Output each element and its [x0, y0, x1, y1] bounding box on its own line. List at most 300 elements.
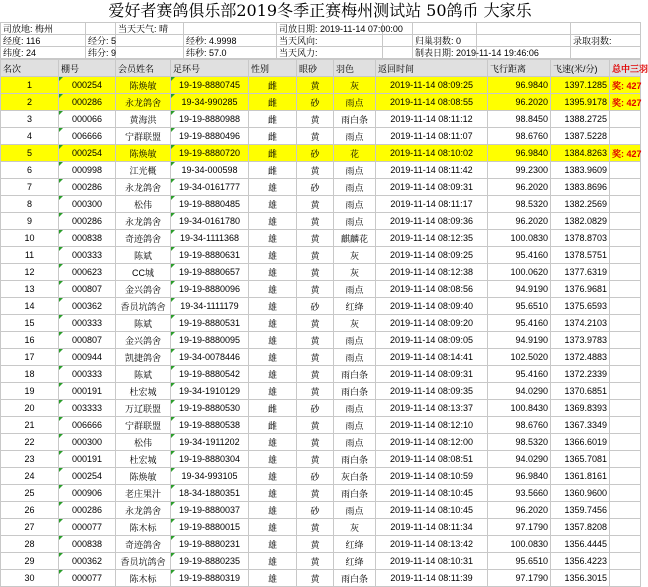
table-cell: 5	[1, 145, 59, 162]
table-cell: 宁群联盟	[116, 128, 171, 145]
table-cell: 雨点	[334, 196, 376, 213]
table-cell: 雄	[249, 264, 297, 281]
table-cell: 灰	[334, 519, 376, 536]
table-cell	[610, 400, 641, 417]
info-cell: 司放日期: 2019-11-14 07:00:00	[277, 23, 383, 35]
table-cell: 19-34-1910129	[171, 383, 249, 400]
table-row	[1, 451, 641, 468]
info-cell: 经分: 5	[86, 35, 116, 47]
table-cell: 2019-11-14 08:12:38	[376, 264, 488, 281]
table-cell: 凯捷鸽舍	[116, 349, 171, 366]
table-cell: 000286	[59, 179, 116, 196]
table-row	[1, 281, 641, 298]
table-cell: 19-19-8880538	[171, 417, 249, 434]
table-cell: 黄	[297, 281, 334, 298]
info-cell: 经度: 116	[1, 35, 86, 47]
table-cell: 000333	[59, 366, 116, 383]
table-cell: 20	[1, 400, 59, 417]
table-cell: 雄	[249, 485, 297, 502]
table-cell: 2019-11-14 08:09:35	[376, 383, 488, 400]
table-row	[1, 196, 641, 213]
table-cell: 19-34-000598	[171, 162, 249, 179]
table-cell: 19-19-8880720	[171, 145, 249, 162]
table-row	[1, 536, 641, 553]
column-header: 返回时间	[376, 60, 488, 77]
table-row	[1, 417, 641, 434]
table-cell: 4	[1, 128, 59, 145]
table-cell: 94.0290	[488, 383, 551, 400]
table-cell: 黄	[297, 349, 334, 366]
table-row	[1, 366, 641, 383]
table-cell: 1384.8263	[551, 145, 610, 162]
table-cell: 19-19-8880037	[171, 502, 249, 519]
table-cell: 18-34-1880351	[171, 485, 249, 502]
table-cell: 19-19-8880096	[171, 281, 249, 298]
column-header: 足环号	[171, 60, 249, 77]
table-cell: 雄	[249, 366, 297, 383]
table-cell: 2019-11-14 08:10:45	[376, 502, 488, 519]
table-cell: 30	[1, 570, 59, 587]
table-cell: 19-19-8880631	[171, 247, 249, 264]
table-cell: 2019-11-14 08:13:42	[376, 536, 488, 553]
table-cell: 雄	[249, 349, 297, 366]
table-cell: 98.5320	[488, 434, 551, 451]
table-cell: 老庄果汁	[116, 485, 171, 502]
table-cell: 陈焕敏	[116, 468, 171, 485]
table-cell: 雨白条	[334, 383, 376, 400]
table-cell: 28	[1, 536, 59, 553]
info-cell	[86, 23, 116, 35]
table-cell: 2019-11-14 08:09:31	[376, 366, 488, 383]
table-cell: 奖: 427	[610, 94, 641, 111]
info-cell	[383, 47, 413, 59]
table-cell	[610, 315, 641, 332]
table-cell: 黄	[297, 553, 334, 570]
table-cell: 2019-11-14 08:12:10	[376, 417, 488, 434]
table-cell: 19-19-8880235	[171, 553, 249, 570]
table-cell: 宁群联盟	[116, 417, 171, 434]
table-cell: 砂	[297, 468, 334, 485]
table-cell: 99.2300	[488, 162, 551, 179]
table-cell: 98.6760	[488, 417, 551, 434]
info-cell: 纬分: 9	[86, 47, 116, 59]
table-cell: 000191	[59, 383, 116, 400]
table-cell: 2	[1, 94, 59, 111]
table-cell: 黄	[297, 213, 334, 230]
table-cell: 2019-11-14 08:10:31	[376, 553, 488, 570]
table-cell: 1372.4883	[551, 349, 610, 366]
table-cell: 000077	[59, 570, 116, 587]
table-cell: 000300	[59, 196, 116, 213]
table-cell: 96.2020	[488, 502, 551, 519]
info-row	[1, 47, 641, 59]
table-cell: 雨点	[334, 332, 376, 349]
table-cell: 1360.9600	[551, 485, 610, 502]
table-cell: 006666	[59, 417, 116, 434]
table-cell: 雄	[249, 536, 297, 553]
info-cell	[413, 23, 477, 35]
table-row	[1, 349, 641, 366]
table-cell: 1	[1, 77, 59, 94]
table-cell: 000807	[59, 281, 116, 298]
table-cell: 雄	[249, 519, 297, 536]
table-cell: 19-19-8880988	[171, 111, 249, 128]
table-cell: 1376.9681	[551, 281, 610, 298]
info-cell: 当天天气: 晴	[116, 23, 184, 35]
table-cell: 19-19-8880095	[171, 332, 249, 349]
table-cell: 95.4160	[488, 315, 551, 332]
table-cell: 98.8450	[488, 111, 551, 128]
table-cell	[610, 485, 641, 502]
table-cell: 雄	[249, 298, 297, 315]
table-cell: 97.1790	[488, 519, 551, 536]
table-cell: 2019-11-14 08:10:59	[376, 468, 488, 485]
table-cell: 18	[1, 366, 59, 383]
table-cell: 1383.8696	[551, 179, 610, 196]
table-cell	[610, 230, 641, 247]
table-cell: 23	[1, 451, 59, 468]
table-cell: 1378.5751	[551, 247, 610, 264]
table-cell: 6	[1, 162, 59, 179]
table-cell: 95.6510	[488, 553, 551, 570]
table-cell: 雨点	[334, 349, 376, 366]
table-cell	[610, 264, 641, 281]
table-cell: 砂	[297, 179, 334, 196]
table-cell	[610, 281, 641, 298]
table-cell: 12	[1, 264, 59, 281]
table-cell: 雄	[249, 179, 297, 196]
table-cell: 陈斌	[116, 315, 171, 332]
table-cell: 000191	[59, 451, 116, 468]
table-row	[1, 332, 641, 349]
table-row	[1, 264, 641, 281]
table-cell: 96.2020	[488, 213, 551, 230]
table-cell: 000807	[59, 332, 116, 349]
table-row	[1, 553, 641, 570]
table-cell: 98.6760	[488, 128, 551, 145]
table-cell: 雄	[249, 281, 297, 298]
table-cell: 1365.7081	[551, 451, 610, 468]
table-cell: 雨白条	[334, 366, 376, 383]
table-row	[1, 315, 641, 332]
table-cell: 砂	[297, 400, 334, 417]
table-cell: 2019-11-14 08:11:42	[376, 162, 488, 179]
table-cell: 000254	[59, 145, 116, 162]
table-cell: 2019-11-14 08:12:00	[376, 434, 488, 451]
table-cell: 永龙鸽舍	[116, 94, 171, 111]
table-cell: 永龙鸽舍	[116, 502, 171, 519]
table-row	[1, 434, 641, 451]
table-cell: 000254	[59, 77, 116, 94]
info-cell: 录取羽数:	[571, 35, 641, 47]
column-header: 名次	[1, 60, 59, 77]
table-cell: 94.9190	[488, 332, 551, 349]
table-cell: 000286	[59, 502, 116, 519]
table-cell: 006666	[59, 128, 116, 145]
table-cell: 雌	[249, 145, 297, 162]
table-cell	[610, 111, 641, 128]
table-cell: 29	[1, 553, 59, 570]
table-cell: 永龙鸽舍	[116, 213, 171, 230]
table-cell: 000623	[59, 264, 116, 281]
table-cell: 陈木标	[116, 570, 171, 587]
table-cell: 黄	[297, 332, 334, 349]
table-cell: 15	[1, 315, 59, 332]
table-cell: 雌	[249, 77, 297, 94]
table-cell: 000906	[59, 485, 116, 502]
table-cell: 2019-11-14 08:11:34	[376, 519, 488, 536]
table-cell: 黄	[297, 196, 334, 213]
table-cell	[610, 247, 641, 264]
table-cell: 19-19-8880015	[171, 519, 249, 536]
table-cell: 砂	[297, 298, 334, 315]
table-cell: 黄	[297, 111, 334, 128]
table-cell: 19-34-993105	[171, 468, 249, 485]
table-cell: 95.6510	[488, 298, 551, 315]
table-row	[1, 162, 641, 179]
table-cell: 红绛	[334, 553, 376, 570]
table-cell: 95.4160	[488, 247, 551, 264]
table-row	[1, 468, 641, 485]
table-cell: 1370.6851	[551, 383, 610, 400]
table-cell: 雨点	[334, 128, 376, 145]
table-cell: 雨点	[334, 417, 376, 434]
table-cell: 000077	[59, 519, 116, 536]
table-cell: 灰	[334, 264, 376, 281]
table-cell	[610, 502, 641, 519]
info-cell	[477, 35, 571, 47]
table-cell	[610, 196, 641, 213]
column-header: 棚号	[59, 60, 116, 77]
table-cell: 24	[1, 468, 59, 485]
table-cell: 14	[1, 298, 59, 315]
table-cell: 江光概	[116, 162, 171, 179]
column-header: 羽色	[334, 60, 376, 77]
table-cell: 雄	[249, 553, 297, 570]
table-cell: 2019-11-14 08:09:25	[376, 77, 488, 94]
table-cell: 2019-11-14 08:14:41	[376, 349, 488, 366]
table-cell: CC城	[116, 264, 171, 281]
table-cell: 黄	[297, 162, 334, 179]
table-cell: 雄	[249, 213, 297, 230]
table-cell: 25	[1, 485, 59, 502]
table-cell: 黄	[297, 519, 334, 536]
table-cell: 金兴鸽舍	[116, 281, 171, 298]
table-row	[1, 77, 641, 94]
table-cell: 雄	[249, 247, 297, 264]
table-row	[1, 400, 641, 417]
table-cell	[610, 570, 641, 587]
table-cell	[610, 298, 641, 315]
page-title: 爱好者赛鸽俱乐部2019冬季正赛梅州测试站 50鸽币 大家乐	[108, 1, 532, 20]
table-cell: 19-34-0078446	[171, 349, 249, 366]
table-cell: 雄	[249, 468, 297, 485]
table-cell: 19	[1, 383, 59, 400]
table-cell: 1387.5228	[551, 128, 610, 145]
table-cell: 砂	[297, 145, 334, 162]
table-cell: 2019-11-14 08:08:56	[376, 281, 488, 298]
table-cell: 黄	[297, 128, 334, 145]
table-row	[1, 179, 641, 196]
table-cell: 金兴鸽舍	[116, 332, 171, 349]
table-cell: 雨白条	[334, 451, 376, 468]
table-cell	[610, 553, 641, 570]
table-cell: 22	[1, 434, 59, 451]
column-header: 性别	[249, 60, 297, 77]
table-cell: 雨点	[334, 434, 376, 451]
table-cell: 000944	[59, 349, 116, 366]
table-cell: 1397.1285	[551, 77, 610, 94]
table-cell: 雄	[249, 332, 297, 349]
table-cell: 100.0830	[488, 536, 551, 553]
info-table	[0, 22, 641, 59]
table-cell: 19-19-8880745	[171, 77, 249, 94]
table-cell: 雨点	[334, 502, 376, 519]
table-cell: 雨白条	[334, 485, 376, 502]
table-cell: 黄	[297, 230, 334, 247]
table-cell: 万辽联盟	[116, 400, 171, 417]
table-cell: 红绛	[334, 536, 376, 553]
table-cell: 2019-11-14 08:09:40	[376, 298, 488, 315]
table-cell: 灰白条	[334, 468, 376, 485]
table-cell: 1361.8161	[551, 468, 610, 485]
table-cell: 000838	[59, 536, 116, 553]
table-cell: 松伟	[116, 434, 171, 451]
table-row	[1, 247, 641, 264]
table-cell: 19-19-8880319	[171, 570, 249, 587]
table-cell: 27	[1, 519, 59, 536]
table-cell: 19-34-1111179	[171, 298, 249, 315]
column-header: 飞速(米/分)	[551, 60, 610, 77]
table-cell: 灰	[334, 77, 376, 94]
table-cell: 1359.7456	[551, 502, 610, 519]
table-cell: 陈木标	[116, 519, 171, 536]
table-cell: 红绛	[334, 298, 376, 315]
table-cell: 96.2020	[488, 179, 551, 196]
info-cell	[116, 47, 184, 59]
table-cell: 香员坑鸽舍	[116, 553, 171, 570]
table-cell: 19-34-990285	[171, 94, 249, 111]
table-cell: 雄	[249, 383, 297, 400]
table-cell: 奖: 427	[610, 145, 641, 162]
table-cell: 雨点	[334, 94, 376, 111]
table-cell: 8	[1, 196, 59, 213]
table-cell: 2019-11-14 08:10:45	[376, 485, 488, 502]
info-cell: 司放地: 梅州	[1, 23, 86, 35]
table-cell: 奇迹鸽舍	[116, 536, 171, 553]
table-cell: 1375.6593	[551, 298, 610, 315]
results-table	[0, 59, 648, 587]
table-cell: 1383.9609	[551, 162, 610, 179]
table-cell: 19-34-0161777	[171, 179, 249, 196]
table-cell: 2019-11-14 08:11:12	[376, 111, 488, 128]
table-cell: 2019-11-14 08:09:25	[376, 247, 488, 264]
info-cell	[571, 23, 641, 35]
table-cell: 2019-11-14 08:11:39	[376, 570, 488, 587]
table-cell: 雌	[249, 128, 297, 145]
table-cell: 1357.8208	[551, 519, 610, 536]
table-cell: 1382.0829	[551, 213, 610, 230]
table-cell	[610, 417, 641, 434]
table-cell: 雌	[249, 417, 297, 434]
table-cell: 19-19-8880657	[171, 264, 249, 281]
table-cell: 1356.4223	[551, 553, 610, 570]
table-cell: 003333	[59, 400, 116, 417]
table-cell: 陈焕敏	[116, 145, 171, 162]
table-cell: 雨点	[334, 281, 376, 298]
table-cell: 2019-11-14 08:11:17	[376, 196, 488, 213]
table-cell: 黄	[297, 383, 334, 400]
table-cell: 黄	[297, 434, 334, 451]
column-header: 飞行距离	[488, 60, 551, 77]
column-header: 眼砂	[297, 60, 334, 77]
table-cell: 93.5660	[488, 485, 551, 502]
table-cell: 2019-11-14 08:12:35	[376, 230, 488, 247]
table-cell: 19-19-8880485	[171, 196, 249, 213]
info-row	[1, 23, 641, 35]
table-cell: 1356.4445	[551, 536, 610, 553]
info-cell	[477, 23, 571, 35]
table-cell: 雨点	[334, 400, 376, 417]
table-cell: 19-19-8880496	[171, 128, 249, 145]
table-cell: 黄	[297, 366, 334, 383]
table-row	[1, 213, 641, 230]
table-row	[1, 230, 641, 247]
info-cell: 纬秒: 57.0	[184, 47, 277, 59]
table-cell: 2019-11-14 08:13:37	[376, 400, 488, 417]
table-cell: 雌	[249, 111, 297, 128]
table-cell: 雨白条	[334, 111, 376, 128]
table-cell: 000286	[59, 213, 116, 230]
table-cell: 1373.9783	[551, 332, 610, 349]
table-cell: 1382.2569	[551, 196, 610, 213]
table-cell: 1378.8703	[551, 230, 610, 247]
table-cell: 2019-11-14 08:10:02	[376, 145, 488, 162]
table-cell: 雌	[249, 162, 297, 179]
table-cell: 雄	[249, 434, 297, 451]
info-cell: 当天风向:	[277, 35, 383, 47]
table-cell: 黄	[297, 417, 334, 434]
table-cell: 10	[1, 230, 59, 247]
table-cell: 100.0830	[488, 230, 551, 247]
table-row	[1, 502, 641, 519]
table-cell: 黄	[297, 485, 334, 502]
table-cell: 1388.2725	[551, 111, 610, 128]
table-cell: 11	[1, 247, 59, 264]
table-row	[1, 298, 641, 315]
table-cell: 雨点	[334, 162, 376, 179]
info-cell	[116, 35, 184, 47]
table-cell: 000254	[59, 468, 116, 485]
info-cell: 经秒: 4.9998	[184, 35, 277, 47]
table-cell: 雄	[249, 502, 297, 519]
table-cell: 2019-11-14 08:11:07	[376, 128, 488, 145]
table-row	[1, 145, 641, 162]
table-cell: 19-19-8880531	[171, 315, 249, 332]
table-cell: 1372.2339	[551, 366, 610, 383]
info-cell	[184, 23, 277, 35]
table-cell: 灰	[334, 315, 376, 332]
table-cell: 奖: 427	[610, 77, 641, 94]
table-cell: 陈斌	[116, 247, 171, 264]
table-cell: 雌	[249, 94, 297, 111]
table-cell	[610, 162, 641, 179]
table-cell: 000838	[59, 230, 116, 247]
table-cell: 陈斌	[116, 366, 171, 383]
table-cell: 黄	[297, 264, 334, 281]
table-cell: 1367.3349	[551, 417, 610, 434]
table-cell: 麒麟花	[334, 230, 376, 247]
